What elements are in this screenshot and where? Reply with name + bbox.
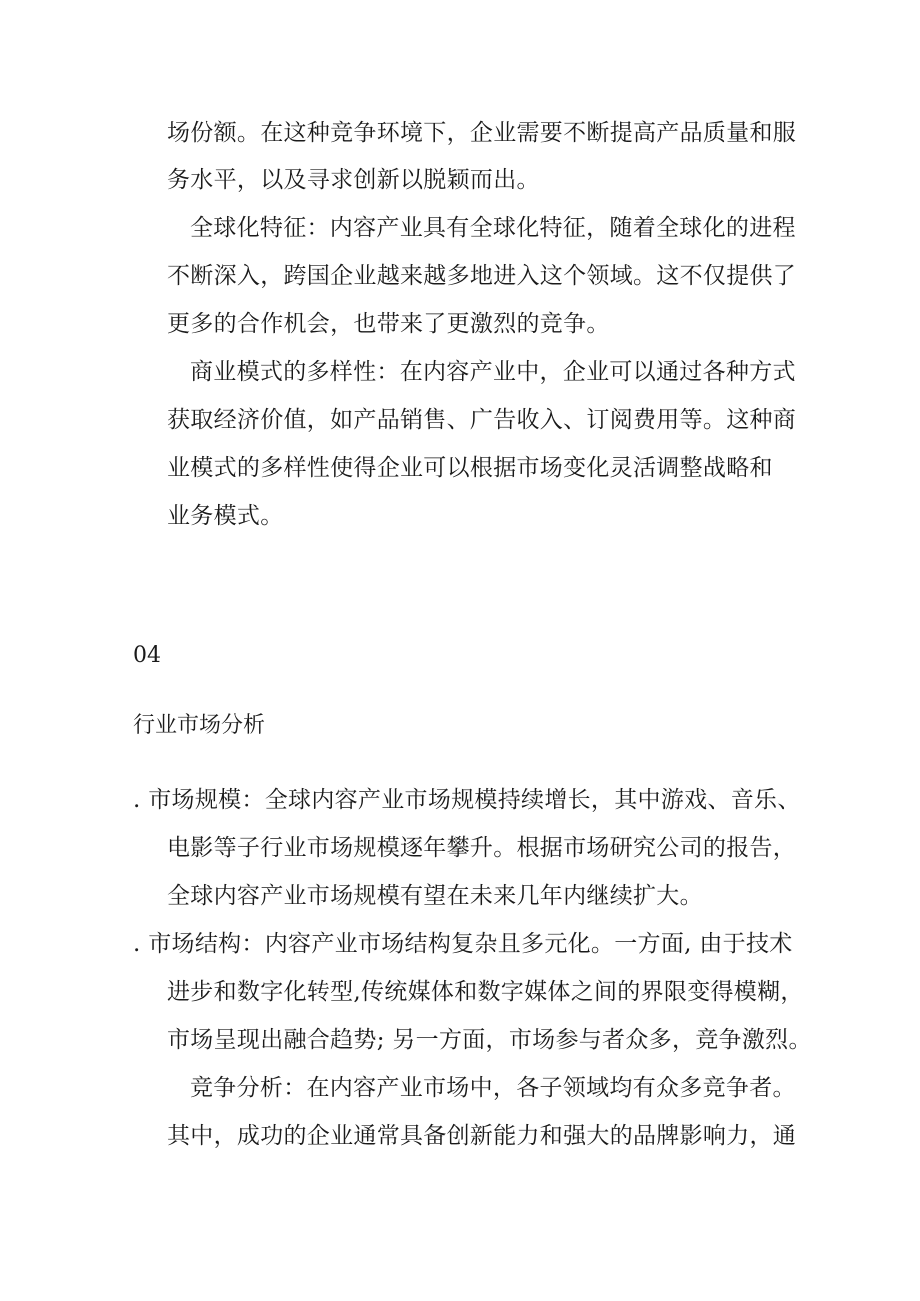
paragraph-line: 商业模式的多样性：在内容产业中，企业可以通过各种方式 xyxy=(190,359,796,385)
paragraph-line: 务水平，以及寻求创新以脱颖而出。 xyxy=(167,167,540,193)
paragraph-line: 场份额。在这种竞争环境下，企业需要不断提高产品质量和服 xyxy=(167,120,797,146)
paragraph-line: 获取经济价值，如产品销售、广告收入、订阅费用等。这种商 xyxy=(167,407,797,433)
paragraph-line: 业务模式。 xyxy=(167,503,284,529)
list-item-line: 全球内容产业市场规模有望在未来几年内继续扩大。 xyxy=(167,883,703,909)
paragraph-line: 竞争分析：在内容产业市场中，各子领域均有众多竞争者。 xyxy=(190,1075,796,1101)
paragraph-line: 不断深入，跨国企业越来越多地进入这个领域。这不仅提供了 xyxy=(167,263,797,289)
list-item-line: 进步和数字化转型,传统媒体和数字媒体之间的界限变得模糊， xyxy=(167,979,804,1005)
paragraph-line: 全球化特征：内容产业具有全球化特征，随着全球化的进程 xyxy=(190,215,796,241)
section-title: 行业市场分析 xyxy=(133,713,266,738)
paragraph-line: 更多的合作机会，也带来了更激烈的竞争。 xyxy=(167,311,610,337)
list-item-line: 市场呈现出融合趋势; 另一方面，市场参与者众多，竞争激烈。 xyxy=(167,1027,812,1053)
paragraph-line: 业模式的多样性使得企业可以根据市场变化灵活调整战略和 xyxy=(167,455,773,481)
list-item-line: . 市场规模：全球内容产业市场规模持续增长，其中游戏、音乐、 xyxy=(133,787,801,813)
list-item-line: 电影等子行业市场规模逐年攀升。根据市场研究公司的报告， xyxy=(167,835,797,861)
paragraph-line: 其中，成功的企业通常具备创新能力和强大的品牌影响力，通 xyxy=(167,1123,797,1149)
section-number: 04 xyxy=(133,643,161,668)
list-item-line: . 市场结构：内容产业市场结构复杂且多元化。一方面, 由于技术 xyxy=(133,931,793,957)
